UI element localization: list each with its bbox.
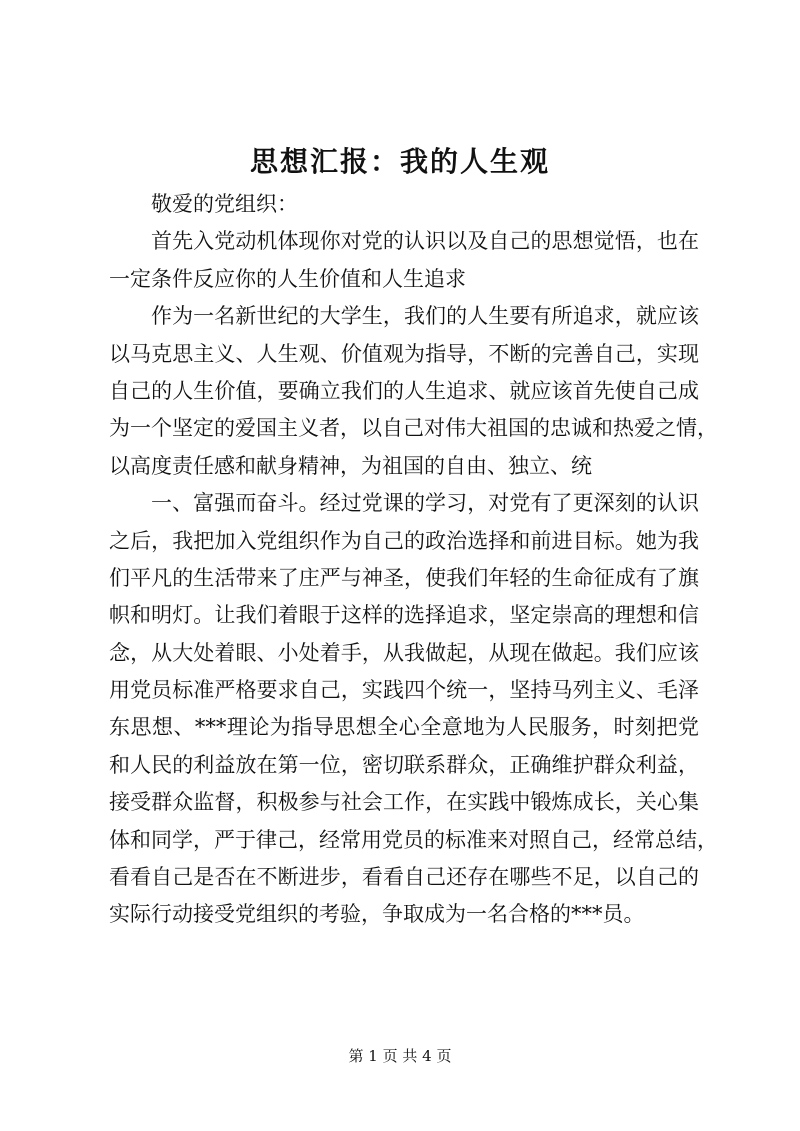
body-line: 以高度责任感和献身精神，为祖国的自由、独立、统: [109, 453, 592, 478]
body-line: 敬爱的党组织：: [151, 192, 298, 216]
page-footer: 第 1 页 共 4 页: [348, 1047, 452, 1065]
body-line: 体和同学，严于律己，经常用党员的标准来对照自己，经常总结，: [109, 827, 718, 852]
body-line: 一定条件反应你的人生价值和人生追求: [109, 266, 466, 291]
body-line: 以马克思主义、人生观、价值观为指导，不断的完善自己，实现: [109, 341, 699, 366]
body-line: 们平凡的生活带来了庄严与神圣，使我们年轻的生命征成有了旗: [109, 565, 699, 590]
body-line: 看看自己是否在不断进步，看看自己还存在哪些不足，以自己的: [109, 865, 699, 890]
body-line: 和人民的利益放在第一位，密切联系群众，正确维护群众利益，: [109, 752, 699, 777]
document-title: 思想汇报：我的人生观: [249, 145, 550, 178]
body-line: 用党员标准严格要求自己，实践四个统一，坚持马列主义、毛泽: [109, 678, 699, 703]
body-line: 首先入党动机体现你对党的认识以及自己的思想觉悟，也在: [151, 229, 699, 254]
body-line: 帜和明灯。让我们着眼于这样的选择追求，坚定崇高的理想和信: [109, 603, 699, 628]
body-line: 东思想、***理论为指导思想全心全意地为人民服务，时刻把党: [109, 715, 699, 740]
body-line: 念，从大处着眼、小处着手，从我做起，从现在做起。我们应该: [109, 640, 699, 665]
body-line: 一、富强而奋斗。经过党课的学习，对党有了更深刻的认识: [151, 491, 699, 516]
body-line: 之后，我把加入党组织作为自己的政治选择和前进目标。她为我: [109, 528, 699, 553]
body-line: 为一个坚定的爱国主义者，以自己对伟大祖国的忠诚和热爱之情，: [109, 416, 718, 441]
document-body: [109, 186, 718, 934]
body-line: 自己的人生价值，要确立我们的人生追求、就应该首先使自己成: [109, 378, 699, 403]
body-line: 实际行动接受党组织的考验，争取成为一名合格的***员。: [109, 902, 645, 927]
body-line: 作为一名新世纪的大学生，我们的人生要有所追求，就应该: [151, 304, 699, 329]
body-line: 接受群众监督，积极参与社会工作，在实践中锻炼成长，关心集: [109, 790, 699, 815]
